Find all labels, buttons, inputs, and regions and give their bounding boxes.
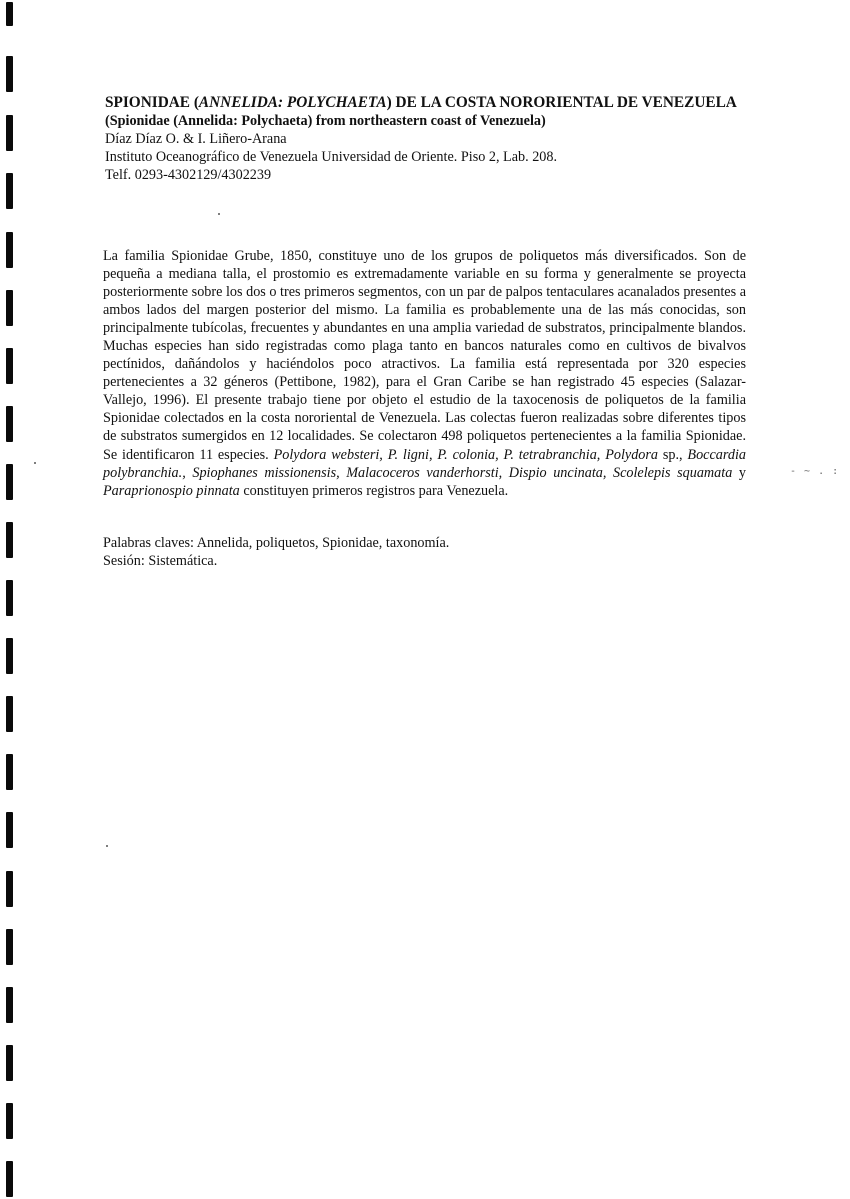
binding-hole <box>6 2 13 26</box>
scan-speck <box>218 213 220 215</box>
scan-speck <box>34 462 36 464</box>
binding-hole <box>6 1103 13 1139</box>
english-title: (Spionidae (Annelida: Polychaeta) from northeastern coast of Venezuela) <box>105 113 546 129</box>
species-list: Boccardia polybranchia., Spiophanes missionensis, Malacoceros vanderhorsti, Dispio uncinata, Scolelepis squamata <box>103 446 746 481</box>
affiliation: Instituto Oceanográfico de Venezuela Universidad de Oriente. Piso 2, Lab. 208. <box>105 149 558 165</box>
binding-hole <box>6 871 13 907</box>
binding-hole <box>6 56 13 92</box>
document-header <box>105 94 745 184</box>
binding-hole <box>6 522 13 558</box>
authors: Díaz Díaz O. & I. Liñero-Arana <box>105 131 287 147</box>
binding-hole <box>6 173 13 209</box>
scan-mark: - ~ . : <box>790 466 840 477</box>
binding-hole <box>6 987 13 1023</box>
binding-hole <box>6 406 13 442</box>
binding-holes <box>0 0 30 1199</box>
binding-hole <box>6 929 13 965</box>
binding-hole <box>6 812 13 848</box>
binding-hole <box>6 290 13 326</box>
document-title: SPIONIDAE (ANNELIDA: POLYCHAETA) DE LA COSTA NORORIENTAL DE VENEZUELA <box>105 94 737 111</box>
binding-hole <box>6 580 13 616</box>
phone: Telf. 0293-4302129/4302239 <box>105 167 272 183</box>
session: Sesión: Sistemática. <box>103 553 218 569</box>
scan-speck <box>106 845 108 847</box>
binding-hole <box>6 464 13 500</box>
binding-hole <box>6 115 13 151</box>
binding-hole <box>6 232 13 268</box>
binding-hole <box>6 754 13 790</box>
binding-hole <box>6 348 13 384</box>
abstract-paragraph: La familia Spionidae Grube, 1850, constituye uno de los grupos de poliquetos más diversificados. Son de pequeña a mediana talla, el prostomio es extremadamente variable en su forma y generalmente se proyecta posteriormente sobre los dos o tres primeros segmentos, con un par de palpos tentaculares acanalados presentes a ambos lados del margen posterior del mismo. La familia es probablemente una de las más conocidas, son principalmente tubícolas, frecuentes y abundantes en una amplia variedad de substratos, principalmente blandos. Muchas especies han sido registradas como plaga tanto en bancos naturales como en cultivos de bivalvos pectínidos, dañándolos y haciéndolos poco atractivos. La familia está representada por 320 especies pertenecientes a 32 géneros (Pettibone, 1982), para el Gran Caribe se han registrado 45 especies (Salazar-Vallejo, 1996). El presente trabajo tiene por objeto el estudio de la taxocenosis de poliquetos de la familia Spionidae colectados en la costa nororiental de Venezuela. Las colectas fueron realizadas sobre diferentes tipos de substratos sumergidos en 12 localidades. Se colectaron 498 poliquetos pertenecientes a la familia Spionidae. Se identificaron 11 especies. Polydora websteri, P. ligni, P. colonia, P. tetrabranchia, Polydora sp., Boccardia polybranchia., Spiophanes missionensis, Malacoceros vanderhorsti, Dispio uncinata, Scolelepis squamata y Paraprionospio pinnata constituyen primeros registros para Venezuela. <box>103 248 746 499</box>
binding-hole <box>6 696 13 732</box>
keywords: Palabras claves: Annelida, poliquetos, Spionidae, taxonomía. <box>103 535 450 551</box>
binding-hole <box>6 1045 13 1081</box>
binding-hole <box>6 1161 13 1197</box>
species-list: Paraprionospio pinnata <box>103 482 240 499</box>
keywords-block <box>103 534 449 570</box>
binding-hole <box>6 638 13 674</box>
species-list: Polydora websteri, P. ligni, P. colonia, P. tetrabranchia, Polydora <box>273 446 658 463</box>
